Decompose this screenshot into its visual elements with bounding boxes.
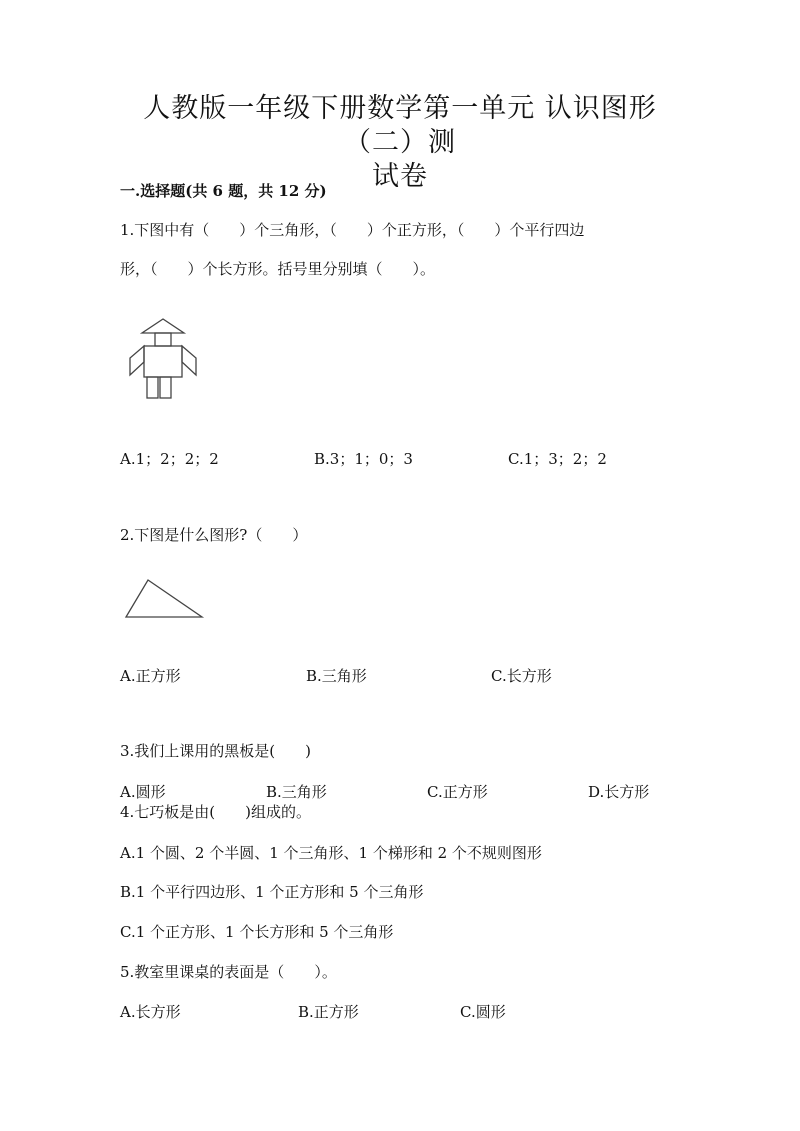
title-line-2: 试卷 xyxy=(372,161,428,192)
question-3-text: 3.我们上课用的黑板是( ) xyxy=(120,742,312,760)
question-4-text: 4.七巧板是由( )组成的。 xyxy=(120,803,312,821)
robot-body-rectangle xyxy=(144,346,182,377)
question-5-option-b[interactable]: B.正方形 xyxy=(298,1003,359,1021)
robot-right-leg-rectangle xyxy=(160,377,171,398)
robot-hat-triangle xyxy=(142,319,184,333)
question-1-option-b[interactable]: B.3；1；0；3 xyxy=(314,450,413,468)
robot-right-arm-parallelogram xyxy=(182,346,196,375)
title-line-1: 人教版一年级下册数学第一单元 认识图形（二）测 xyxy=(143,93,657,158)
question-2-option-c[interactable]: C.长方形 xyxy=(491,667,552,685)
question-3-option-b[interactable]: B.三角形 xyxy=(266,783,327,801)
question-3-option-a[interactable]: A.圆形 xyxy=(120,783,166,801)
page-title xyxy=(110,92,690,194)
section-heading: 一.选择题(共 6 题，共 12 分) xyxy=(120,182,327,200)
question-4-option-c[interactable]: C.1 个正方形、1 个长方形和 5 个三角形 xyxy=(120,923,394,941)
robot-figure xyxy=(126,316,201,400)
robot-head-square xyxy=(155,333,171,346)
question-1-option-a[interactable]: A.1；2；2；2 xyxy=(120,450,219,468)
question-3-option-c[interactable]: C.正方形 xyxy=(427,783,488,801)
question-2-option-a[interactable]: A.正方形 xyxy=(120,667,181,685)
robot-left-leg-rectangle xyxy=(147,377,158,398)
question-2-text: 2.下图是什么图形?（ ） xyxy=(120,526,308,544)
question-1-option-c[interactable]: C.1；3；2；2 xyxy=(508,450,607,468)
question-3-option-d[interactable]: D.长方形 xyxy=(588,783,650,801)
question-5-option-a[interactable]: A.长方形 xyxy=(120,1003,181,1021)
question-2-option-b[interactable]: B.三角形 xyxy=(306,667,367,685)
triangle-figure xyxy=(124,578,204,620)
question-4-option-b[interactable]: B.1 个平行四边形、1 个正方形和 5 个三角形 xyxy=(120,883,424,901)
question-4-option-a[interactable]: A.1 个圆、2 个半圆、1 个三角形、1 个梯形和 2 个不规则图形 xyxy=(120,844,542,862)
robot-left-arm-parallelogram xyxy=(130,346,144,375)
question-5-text: 5.教室里课桌的表面是（ ）。 xyxy=(120,963,337,981)
question-1-line-1: 1.下图中有（ ）个三角形，（ ）个正方形，（ ）个平行四边 xyxy=(120,221,585,239)
question-1-line-2: 形，（ ）个长方形。括号里分别填（ ）。 xyxy=(120,260,436,278)
question-5-option-c[interactable]: C.圆形 xyxy=(460,1003,506,1021)
